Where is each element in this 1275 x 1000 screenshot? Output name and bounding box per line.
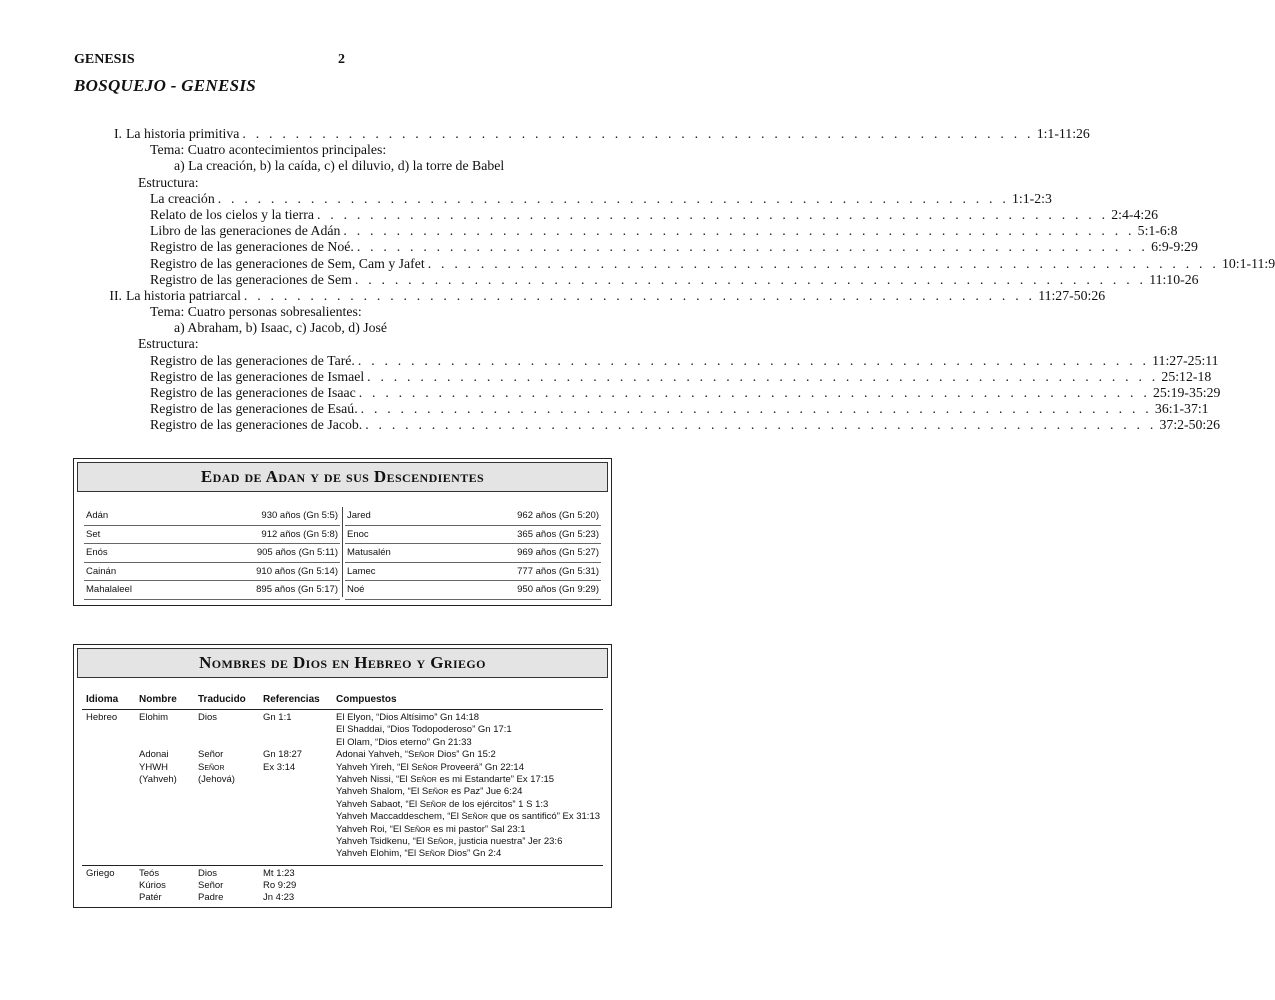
outline-list	[90, 126, 1275, 434]
indent	[126, 369, 150, 385]
outline-reference: 11:10-26	[1149, 271, 1199, 287]
outline-reference: 2:4-4:26	[1111, 206, 1159, 222]
outline-number	[90, 158, 122, 174]
hebrew-line	[82, 824, 603, 836]
outline-number	[90, 336, 122, 352]
indent	[126, 142, 150, 158]
book-name: GENESIS	[74, 52, 135, 67]
traducido-cell: Dios	[198, 712, 218, 723]
hebrew-line	[82, 712, 603, 724]
outline-text: a) Abraham, b) Isaac, c) Jacob, d) José	[174, 320, 387, 336]
indent	[126, 239, 150, 255]
traducido-cell: Padre	[198, 892, 224, 904]
outline-reference: 1:1-11:26	[1036, 126, 1090, 141]
traducido-cell: Señor	[198, 761, 225, 773]
person-name: Cainán	[86, 565, 117, 577]
outline-text: a) La creación, b) la caída, c) el diluvio, d) la torre de Babel	[174, 158, 505, 174]
header-referencias: Referencias	[263, 694, 320, 705]
leader-dots: . . . . . . . . . . . . . . . . . . . . . . . . . . . . . . . . . . . . . . . . . . . . . . . . . . . . . . . . . . . .	[316, 206, 1109, 222]
indent	[126, 385, 150, 401]
indent	[126, 223, 150, 239]
nombre-cell: (Yahveh)	[139, 773, 177, 785]
person-age: 905 años (Gn 5:11)	[256, 547, 338, 558]
outline-reference: 6:9-9:29	[1151, 239, 1198, 255]
outline-number	[90, 353, 122, 369]
outline-row	[90, 142, 580, 158]
referencia-cell: Mt 1:23	[263, 867, 295, 879]
referencia-cell: Ro 9:29	[263, 880, 297, 892]
outline-reference: 10:1-11:9	[1221, 255, 1275, 271]
hebrew-line	[82, 799, 603, 811]
referencia-cell: Gn 18:27	[263, 749, 303, 761]
outline-text: Registro de las generaciones de Sem	[150, 271, 352, 287]
person-age: 912 años (Gn 5:8)	[261, 528, 338, 540]
person-name: Enós	[86, 547, 108, 558]
age-row	[84, 526, 340, 545]
leader-dots: . . . . . . . . . . . . . . . . . . . . . . . . . . . . . . . . . . . . . . . . . . . . . . . . . . . . . . . . . . . .	[217, 190, 1009, 206]
hebrew-line	[82, 724, 603, 736]
age-row	[84, 563, 340, 582]
outline-text: La historia primitiva	[126, 126, 240, 141]
small-caps-lord: Señor	[403, 823, 431, 835]
person-age: 365 años (Gn 5:23)	[517, 528, 599, 540]
outline-number	[90, 223, 122, 239]
referencia-cell: Gn 1:1	[263, 712, 292, 723]
outline-reference: 36:1-37:1	[1154, 401, 1209, 417]
outline-reference: 11:27-25:11	[1152, 352, 1219, 368]
outline-text: Relato de los cielos y la tierra	[150, 206, 314, 222]
outline-row	[90, 239, 1198, 255]
small-caps-lord: Señor	[411, 761, 438, 773]
outline-reference: 11:27-50:26	[1038, 287, 1106, 303]
traducido-cell: Dios	[198, 867, 218, 879]
page-number: 2	[338, 52, 345, 67]
person-age: 895 años (Gn 5:17)	[256, 584, 338, 595]
page-title: BOSQUEJO - GENESIS	[74, 76, 257, 95]
outline-number	[90, 417, 122, 433]
indent	[126, 175, 138, 191]
outline-row	[90, 271, 1199, 288]
hebrew-line	[82, 811, 603, 823]
compuesto-cell: Yahveh Sabaot, “El Señor de los ejércitos” 1 S 1:3	[336, 798, 549, 810]
traducido-cell: Señor	[198, 880, 224, 892]
leader-dots: . . . . . . . . . . . . . . . . . . . . . . . . . . . . . . . . . . . . . . . . . . . . . . . . . . . . . . . . . . . .	[427, 255, 1219, 271]
nombre-cell: Teós	[139, 867, 160, 879]
header-traducido: Traducido	[198, 694, 246, 705]
header-compuestos: Compuestos	[336, 694, 397, 705]
outline-row	[90, 158, 580, 174]
greek-line	[82, 892, 603, 904]
age-row	[345, 563, 601, 582]
age-row	[345, 544, 601, 563]
outline-number: II.	[109, 287, 122, 303]
person-age: 777 años (Gn 5:31)	[517, 565, 599, 577]
referencia-cell: Ex 3:14	[263, 761, 296, 773]
indent	[126, 320, 174, 336]
ages-box	[73, 458, 612, 606]
names-table	[82, 691, 603, 905]
leader-dots: . . . . . . . . . . . . . . . . . . . . . . . . . . . . . . . . . . . . . . . . . . . . . . . . . . . . . . . . . . . .	[243, 287, 1036, 303]
leader-dots: . . . . . . . . . . . . . . . . . . . . . . . . . . . . . . . . . . . . . . . . . . . . . . . . . . . . . . . . . . . .	[357, 352, 1150, 368]
nombre-cell: Elohim	[139, 712, 169, 723]
person-name: Adán	[86, 510, 109, 521]
traducido-cell: (Jehová)	[198, 773, 235, 785]
outline-number	[90, 256, 122, 272]
outline-text: Registro de las generaciones de Esaú.	[150, 401, 358, 417]
leader-dots: . . . . . . . . . . . . . . . . . . . . . . . . . . . . . . . . . . . . . . . . . . . . . . . . . . . . . . . . . . . .	[354, 271, 1147, 287]
compuesto-cell: Yahveh Maccaddeschem, “El Señor que os santificó” Ex 31:13	[336, 811, 601, 823]
leader-dots: . . . . . . . . . . . . . . . . . . . . . . . . . . . . . . . . . . . . . . . . . . . . . . . . . . . . . . . . . . . .	[365, 417, 1157, 433]
small-caps-lord: Señor	[461, 811, 489, 823]
compuesto-cell: Yahveh Nissi, “El Señor es mi Estandarte” Ex 17:15	[336, 773, 555, 785]
small-caps-lord: Señor	[408, 749, 435, 761]
leader-dots: . . . . . . . . . . . . . . . . . . . . . . . . . . . . . . . . . . . . . . . . . . . . . . . . . . . . . . . . . . . .	[343, 223, 1135, 239]
outline-text: Registro de las generaciones de Noé.	[150, 239, 354, 255]
compuesto-cell: Adonai Yahveh, “Señor Dios” Gn 15:2	[336, 749, 496, 761]
compuesto-cell: Yahveh Roi, “El Señor es mi pastor” Sal 23:1	[336, 823, 526, 835]
idioma-cell: Griego	[86, 867, 115, 879]
ages-divider	[342, 507, 343, 597]
outline-row	[90, 368, 1212, 385]
nombre-cell: Adonai	[139, 749, 169, 761]
outline-text: La creación	[150, 190, 215, 206]
age-row	[345, 526, 601, 545]
outline-text: Tema: Cuatro personas sobresalientes:	[150, 304, 362, 320]
outline-number	[90, 207, 122, 223]
outline-row	[90, 190, 1052, 207]
outline-number	[90, 142, 122, 158]
leader-dots: . . . . . . . . . . . . . . . . . . . . . . . . . . . . . . . . . . . . . . . . . . . . . . . . . . . . . . . . . . . .	[358, 385, 1150, 400]
nombre-cell: YHWH	[139, 761, 169, 773]
outline-text: Tema: Cuatro acontecimientos principales:	[150, 142, 387, 158]
person-age: 930 años (Gn 5:5)	[261, 510, 338, 521]
hebrew-line	[82, 762, 603, 774]
hebrew-line	[82, 737, 603, 749]
person-age: 962 años (Gn 5:20)	[517, 510, 599, 521]
age-row	[84, 581, 340, 600]
outline-number	[90, 239, 122, 255]
outline-row	[90, 223, 1178, 239]
greek-section	[82, 866, 603, 905]
outline-text: Estructura:	[138, 336, 199, 352]
outline-row	[90, 401, 1209, 417]
outline-number	[90, 272, 122, 288]
outline-text: Estructura:	[138, 174, 199, 190]
outline-number: I.	[113, 126, 122, 141]
referencia-cell: Jn 4:23	[263, 892, 295, 904]
outline-reference: 25:19-35:29	[1152, 385, 1221, 400]
outline-number	[90, 401, 122, 417]
nombre-cell: Kúrios	[139, 880, 166, 892]
small-caps-lord: Señor	[427, 835, 454, 847]
nombre-cell: Patér	[139, 892, 162, 904]
outline-text: La historia patriarcal	[126, 287, 241, 303]
age-row	[345, 507, 601, 526]
ages-left-column	[84, 507, 340, 600]
outline-reference: 5:1-6:8	[1137, 223, 1178, 239]
person-age: 969 años (Gn 5:27)	[517, 547, 599, 558]
outline-text: Registro de las generaciones de Isaac	[150, 385, 356, 400]
person-name: Set	[86, 528, 101, 540]
indent	[126, 272, 150, 288]
indent	[126, 304, 150, 320]
hebrew-line	[82, 749, 603, 761]
indent	[126, 336, 138, 352]
compuesto-cell: El Olam, “Dios eterno” Gn 21:33	[336, 736, 472, 748]
outline-number	[90, 175, 122, 191]
small-caps-lord: Señor	[421, 786, 449, 798]
outline-number	[90, 385, 122, 401]
names-box	[73, 644, 612, 908]
person-name: Jared	[347, 510, 371, 521]
small-caps-lord: Señor	[418, 848, 446, 860]
compuesto-cell: Yahveh Tsidkenu, “El Señor, justicia nuestra” Jer 23:6	[336, 835, 563, 847]
greek-line	[82, 880, 603, 892]
ages-box-title: Edad de Adan y de sus Descendientes	[77, 462, 608, 492]
leader-dots: . . . . . . . . . . . . . . . . . . . . . . . . . . . . . . . . . . . . . . . . . . . . . . . . . . . . . . . . . . . .	[360, 401, 1152, 417]
outline-row	[90, 255, 1275, 272]
person-name: Lamec	[347, 565, 376, 577]
hebrew-section	[82, 710, 603, 865]
indent	[126, 401, 150, 417]
hebrew-line	[82, 848, 603, 860]
indent	[126, 417, 150, 433]
compuesto-cell: El Shaddai, “Dios Todopoderoso” Gn 17:1	[336, 724, 512, 736]
outline-reference: 37:2-50:26	[1159, 417, 1221, 433]
hebrew-line	[82, 836, 603, 848]
compuesto-cell: Yahveh Shalom, “El Señor es Paz” Jue 6:24	[336, 786, 523, 798]
indent	[126, 191, 150, 207]
header-nombre: Nombre	[139, 694, 177, 705]
person-name: Enoc	[347, 528, 369, 540]
outline-row	[90, 320, 580, 336]
outline-row	[90, 126, 1090, 142]
outline-row	[90, 175, 580, 191]
indent	[126, 353, 150, 369]
leader-dots: . . . . . . . . . . . . . . . . . . . . . . . . . . . . . . . . . . . . . . . . . . . . . . . . . . . . . . . . . . . .	[242, 126, 1034, 141]
outline-number	[90, 304, 122, 320]
age-row	[345, 581, 601, 600]
age-row	[84, 544, 340, 563]
person-name: Matusalén	[347, 547, 391, 558]
small-caps-lord: Señor	[419, 798, 447, 810]
age-row	[84, 507, 340, 526]
outline-row	[90, 287, 1106, 304]
person-age: 910 años (Gn 5:14)	[256, 565, 338, 577]
compuesto-cell: Yahveh Yireh, “El Señor Proveerá” Gn 22:14	[336, 761, 524, 773]
compuesto-cell: El Elyon, “Dios Altísimo” Gn 14:18	[336, 712, 480, 723]
outline-text: Libro de las generaciones de Adán	[150, 223, 341, 239]
leader-dots: . . . . . . . . . . . . . . . . . . . . . . . . . . . . . . . . . . . . . . . . . . . . . . . . . . . . . . . . . . . .	[367, 368, 1159, 384]
outline-text: Registro de las generaciones de Taré.	[150, 352, 355, 368]
compuesto-cell: Yahveh Elohim, “El Señor Dios” Gn 2:4	[336, 848, 502, 860]
hebrew-line	[82, 786, 603, 798]
outline-row	[90, 352, 1219, 369]
outline-row	[90, 304, 580, 320]
idioma-cell: Hebreo	[86, 712, 118, 723]
names-header-row	[82, 691, 603, 710]
indent	[126, 256, 150, 272]
outline-text: Registro de las generaciones de Sem, Cam y Jafet	[150, 255, 425, 271]
outline-text: Registro de las generaciones de Ismael	[150, 368, 365, 384]
outline-row	[90, 417, 1221, 433]
hebrew-line	[82, 774, 603, 786]
outline-number	[90, 369, 122, 385]
header-idioma: Idioma	[86, 694, 119, 705]
outline-row	[90, 206, 1159, 223]
outline-row	[90, 336, 580, 352]
person-name: Noé	[347, 584, 365, 595]
outline-reference: 1:1-2:3	[1012, 190, 1052, 206]
outline-text: Registro de las generaciones de Jacob.	[150, 417, 363, 433]
indent	[126, 207, 150, 223]
small-caps-lord: Señor	[410, 773, 437, 785]
person-age: 950 años (Gn 9:29)	[517, 584, 599, 595]
indent	[126, 158, 174, 174]
greek-line	[82, 868, 603, 880]
outline-reference: 25:12-18	[1161, 368, 1212, 384]
outline-number	[90, 320, 122, 336]
names-box-title: Nombres de Dios en Hebreo y Griego	[77, 648, 608, 678]
outline-row	[90, 385, 1221, 401]
person-name: Mahalaleel	[86, 584, 132, 595]
ages-right-column	[345, 507, 601, 600]
leader-dots: . . . . . . . . . . . . . . . . . . . . . . . . . . . . . . . . . . . . . . . . . . . . . . . . . . . . . . . . . . . .	[356, 239, 1149, 255]
outline-number	[90, 191, 122, 207]
traducido-cell: Señor	[198, 749, 224, 761]
